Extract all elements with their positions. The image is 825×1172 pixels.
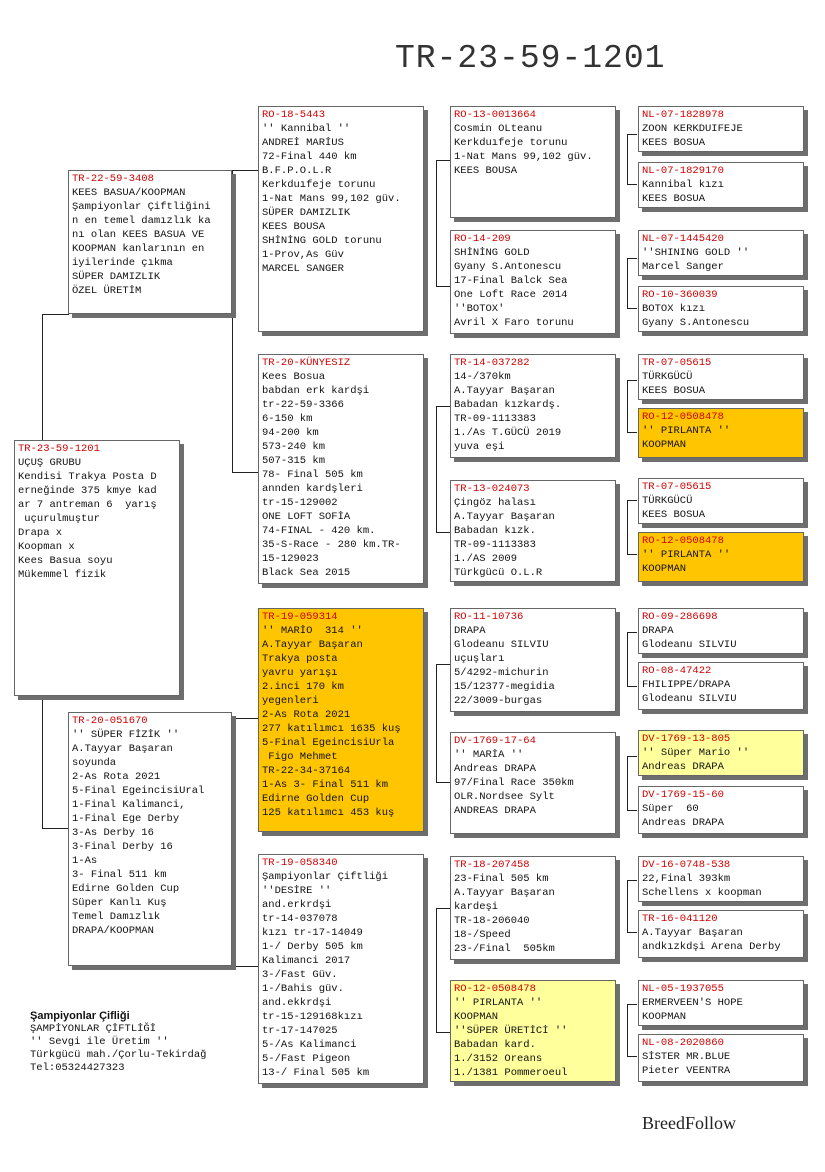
- pedigree-info-line: yavru yarışı: [262, 667, 338, 679]
- pedigree-info-line: KEES BOSUA: [642, 509, 706, 521]
- pedigree-info-line: 1-Nat Mans 99,102 güv.: [454, 151, 593, 163]
- pedigree-info-line: Koopman x: [18, 541, 75, 553]
- pedigree-info-line: soyunda: [72, 757, 117, 769]
- pedigree-info-line: Babadan kızk.: [454, 525, 536, 537]
- ring-number: DV-1769-17-64: [454, 735, 536, 747]
- pedigree-info-line: Kendisi Trakya Posta D: [18, 471, 157, 483]
- pedigree-info-line: kızı tr-17-14049: [262, 927, 363, 939]
- pedigree-info-line: Babadan kızkardş.: [454, 399, 562, 411]
- pedigree-info-line: tr-17-147025: [262, 1025, 338, 1037]
- pedigree-info-line: 15-129023: [262, 553, 319, 565]
- pedigree-info-line: A.Tayyar Başaran: [72, 743, 173, 755]
- pedigree-info-line: Şampiyonlar Çiftliği: [262, 871, 389, 883]
- ggp-box-13[interactable]: [638, 856, 804, 902]
- ring-number: RO-18-5443: [262, 109, 326, 121]
- connector: [436, 406, 437, 532]
- pedigree-info-line: SÜPER DAMIZLIK: [262, 207, 351, 219]
- pedigree-info-line: tr-15-129002: [262, 497, 338, 509]
- connector: [627, 554, 637, 555]
- pedigree-info-line: 23-Final 505 km: [454, 873, 549, 885]
- connector: [42, 314, 69, 315]
- connector: [436, 908, 437, 1032]
- pedigree-info-line: 94-200 km: [262, 427, 319, 439]
- pedigree-info-line: TR-22-34-37164: [262, 765, 351, 777]
- pedigree-info-line: 2-As Rota 2021: [262, 709, 351, 721]
- ddd-box[interactable]: [450, 980, 616, 1082]
- ring-number: RO-12-0508478: [642, 535, 724, 547]
- farm-line: ŞAMPİYONLAR ÇİFTLİĞİ: [30, 1023, 157, 1035]
- connector: [436, 160, 437, 286]
- pedigree-info-line: 78- Final 505 km: [262, 469, 363, 481]
- pedigree-info-line: 1-Final Ege Derby: [72, 813, 180, 825]
- pedigree-info-line: KOOPMAN: [642, 563, 687, 575]
- connector: [627, 258, 628, 308]
- pedigree-info-line: ''BOTOX': [454, 303, 505, 315]
- pedigree-info-line: '' Kannibal '': [262, 123, 351, 135]
- ring-number: RO-12-0508478: [642, 411, 724, 423]
- ring-number: RO-14-209: [454, 233, 511, 245]
- pedigree-info-line: Gyany S.Antonescu: [454, 261, 562, 273]
- connector: [627, 810, 637, 811]
- ggp-box-3[interactable]: [638, 230, 804, 276]
- pedigree-info-line: Gyany S.Antonescu: [642, 317, 750, 329]
- sdd-box[interactable]: [450, 480, 616, 582]
- pedigree-info-line: A.Tayyar Başaran: [454, 385, 555, 397]
- pedigree-info-line: 3- Final 511 km: [72, 869, 167, 881]
- pedigree-info-line: Drapa x: [18, 527, 63, 539]
- pedigree-info-line: tr-22-59-3366: [262, 399, 344, 411]
- pedigree-info-line: 18-/Speed: [454, 929, 511, 941]
- pedigree-info-line: 1./As T.GÜCÜ 2019: [454, 427, 562, 439]
- ggp-box-5[interactable]: [638, 354, 804, 400]
- ggp-box-9[interactable]: [638, 608, 804, 654]
- ggp-box-14[interactable]: [638, 910, 804, 958]
- ring-number: TR-20-051670: [72, 715, 148, 727]
- pedigree-info-line: '' MARİO 314 '': [262, 625, 363, 637]
- pedigree-info-line: Babadan kard.: [454, 1039, 536, 1051]
- pedigree-info-line: MARCEL SANGER: [262, 263, 344, 275]
- ggp-box-6[interactable]: [638, 408, 804, 458]
- pedigree-info-line: Kerkduıfeje torunu: [454, 137, 568, 149]
- pedigree-info-line: 22,Final 393km: [642, 873, 731, 885]
- connector: [627, 632, 637, 633]
- pedigree-info-line: yegenleri: [262, 695, 319, 707]
- pedigree-info-line: KEES BOUSA: [262, 221, 326, 233]
- connector: [232, 472, 258, 473]
- pedigree-info-line: 5-Final EgeincisiUral: [72, 785, 205, 797]
- connector: [627, 932, 637, 933]
- pedigree-info-line: '' PIRLANTA '': [454, 997, 543, 1009]
- pedigree-info-line: TÜRKGÜCÜ: [642, 371, 693, 383]
- pedigree-info-line: Süper Kanlı Kuş: [72, 897, 167, 909]
- pedigree-info-line: Şampiyonlar Çiftliğini: [72, 201, 211, 213]
- pedigree-info-line: 23-/Final 505km: [454, 943, 555, 955]
- pedigree-info-line: 1./AS 2009: [454, 553, 518, 565]
- pedigree-info-line: OLR.Nordsee Sylt: [454, 791, 555, 803]
- pedigree-info-line: uçuşları: [454, 653, 505, 665]
- pedigree-info-line: SİSTER MR.BLUE: [642, 1051, 731, 1063]
- pedigree-info-line: 2.inci 170 km: [262, 681, 344, 693]
- pedigree-info-line: 5-/Fast Pigeon: [262, 1053, 351, 1065]
- pedigree-info-line: '' PIRLANTA '': [642, 549, 731, 561]
- pedigree-info-line: 2-As Rota 2021: [72, 771, 161, 783]
- pedigree-info-line: nı olan KEES BASUA VE: [72, 229, 205, 241]
- pedigree-info-line: Edirne Golden Cup: [72, 883, 180, 895]
- pedigree-info-line: Cosmin OLteanu: [454, 123, 543, 135]
- pedigree-info-line: Andreas DRAPA: [454, 763, 536, 775]
- ring-number: RO-10-360039: [642, 289, 718, 301]
- ggp-box-8[interactable]: [638, 532, 804, 582]
- pedigree-info-line: A.Tayyar Başaran: [454, 511, 555, 523]
- farm-line: '' Sevgi ile Üretim '': [30, 1036, 169, 1048]
- connector: [42, 828, 69, 829]
- pedigree-info-line: One Loft Race 2014: [454, 289, 568, 301]
- pedigree-info-line: uçurulmuştur: [18, 513, 100, 525]
- ring-number: TR-14-037282: [454, 357, 530, 369]
- ring-number: TR-23-59-1201: [18, 443, 100, 455]
- pedigree-info-line: 35-S-Race - 280 km.TR-: [262, 539, 401, 551]
- pedigree-info-line: Glodeanu SILVIU: [642, 639, 737, 651]
- sire-dam-box[interactable]: [258, 354, 424, 584]
- pedigree-info-line: DRAPA: [642, 625, 674, 637]
- ring-number: DV-16-0748-538: [642, 859, 731, 871]
- sss-box[interactable]: [450, 106, 616, 218]
- farm-phone: Tel:05324427323: [30, 1062, 125, 1074]
- ring-number: TR-20-KÜNYESIZ: [262, 357, 351, 369]
- pedigree-info-line: 5/4292-michurin: [454, 667, 549, 679]
- pedigree-info-line: kardeşi: [454, 901, 499, 913]
- pedigree-info-line: 125 katılımcı 453 kuş: [262, 807, 395, 819]
- pedigree-info-line: tr-14-037078: [262, 913, 338, 925]
- dss-box[interactable]: [450, 608, 616, 712]
- farm-info: [30, 1010, 206, 1075]
- pedigree-info-line: 22/3009-burgas: [454, 695, 543, 707]
- ring-number: TR-07-05615: [642, 357, 712, 369]
- pedigree-info-line: 1-Final Kalimanci,: [72, 799, 186, 811]
- ring-number: TR-22-59-3408: [72, 173, 154, 185]
- pedigree-info-line: ÖZEL ÜRETİM: [72, 285, 142, 297]
- pedigree-info-line: erneğinde 375 kmye kad: [18, 485, 157, 497]
- pedigree-info-line: Kees Bosua: [262, 371, 326, 383]
- ring-number: RO-13-0013664: [454, 109, 536, 121]
- pedigree-info-line: ''SÜPER ÜRETİCİ '': [454, 1025, 568, 1037]
- pedigree-info-line: 5-/As Kalimanci: [262, 1039, 357, 1051]
- ggp-box-1[interactable]: [638, 106, 804, 152]
- connector: [232, 170, 258, 171]
- ring-number: RO-08-47422: [642, 665, 712, 677]
- page-title: TR-23-59-1201: [395, 40, 666, 77]
- pedigree-info-line: yuva eşi: [454, 441, 505, 453]
- pedigree-info-line: A.Tayyar Başaran: [262, 639, 363, 651]
- pedigree-info-line: andkızkdşi Arena Derby: [642, 941, 781, 953]
- pedigree-info-line: 3-As Derby 16: [72, 827, 154, 839]
- pedigree-info-line: Mükemmel fizik: [18, 569, 107, 581]
- pedigree-info-line: Schellens x koopman: [642, 887, 762, 899]
- connector: [627, 756, 637, 757]
- sire-box[interactable]: [68, 170, 232, 314]
- ssd-box[interactable]: [450, 230, 616, 334]
- pedigree-info-line: ANDREAS DRAPA: [454, 805, 536, 817]
- pedigree-info-line: ERMERVEEN'S HOPE: [642, 997, 743, 1009]
- pedigree-info-line: babdan erk kardşi: [262, 385, 370, 397]
- pedigree-info-line: 17-Final Balck Sea: [454, 275, 568, 287]
- pedigree-info-line: KOOPMAN: [454, 1011, 499, 1023]
- pedigree-info-line: KEES BOSUA: [642, 137, 706, 149]
- connector: [627, 500, 628, 554]
- ring-number: NL-07-1828978: [642, 109, 724, 121]
- pedigree-info-line: Figo Mehmet: [262, 751, 338, 763]
- connector: [627, 632, 628, 686]
- connector: [627, 308, 637, 309]
- pedigree-info-line: 1-Nat Mans 99,102 güv.: [262, 193, 401, 205]
- ring-number: RO-09-286698: [642, 611, 718, 623]
- connector: [436, 1032, 450, 1033]
- pedigree-info-line: Andreas DRAPA: [642, 761, 724, 773]
- pedigree-info-line: KEES BOUSA: [454, 165, 518, 177]
- pedigree-info-line: n en temel damızlık ka: [72, 215, 211, 227]
- connector: [232, 718, 258, 719]
- pedigree-info-line: KEES BASUA/KOOPMAN: [72, 187, 186, 199]
- pedigree-info-line: 74-FINAL - 420 km.: [262, 525, 376, 537]
- connector: [232, 718, 233, 966]
- connector: [627, 880, 628, 932]
- pedigree-info-line: 15/12377-megidia: [454, 681, 555, 693]
- pedigree-info-line: Trakya posta: [262, 653, 338, 665]
- ggp-box-12[interactable]: [638, 786, 804, 834]
- pedigree-info-line: Kalimanci 2017: [262, 955, 351, 967]
- pedigree-info-line: Temel Damızlık: [72, 911, 161, 923]
- pedigree-info-line: UÇUŞ GRUBU: [18, 457, 82, 469]
- pedigree-info-line: '' PIRLANTA '': [642, 425, 731, 437]
- connector: [627, 756, 628, 810]
- ggp-box-11[interactable]: [638, 730, 804, 776]
- pedigree-info-line: '' Süper Mario '': [642, 747, 750, 759]
- pedigree-info-line: 1./3152 Oreans: [454, 1053, 543, 1065]
- pedigree-info-line: ''DESİRE '': [262, 885, 332, 897]
- ggp-box-10[interactable]: [638, 662, 804, 710]
- connector: [627, 1004, 637, 1005]
- pedigree-info-line: Marcel Sanger: [642, 261, 724, 273]
- connector: [436, 406, 450, 407]
- pedigree-info-line: DRAPA: [454, 625, 486, 637]
- pedigree-info-line: Türkgücü O.L.R: [454, 567, 543, 579]
- connector: [436, 664, 437, 782]
- ring-number: RO-11-10736: [454, 611, 524, 623]
- pedigree-info-line: tr-15-129168kızı: [262, 1011, 363, 1023]
- connector: [436, 160, 450, 161]
- pedigree-info-line: iyilerinde çıkma: [72, 257, 173, 269]
- pedigree-info-line: SHİNİNG GOLD torunu: [262, 235, 382, 247]
- pedigree-info-line: A.Tayyar Başaran: [454, 887, 555, 899]
- pedigree-info-line: ANDREİ MARİUS: [262, 137, 344, 149]
- subject-box[interactable]: [14, 440, 180, 696]
- pedigree-info-line: '' MARİA '': [454, 749, 524, 761]
- pedigree-info-line: Glodeanu SILVIU: [454, 639, 549, 651]
- dsd-box[interactable]: [450, 732, 616, 834]
- dam-sire-box[interactable]: [258, 608, 424, 832]
- farm-name: Şampiyonlar Çifliği: [30, 1010, 130, 1022]
- pedigree-info-line: 13-/ Final 505 km: [262, 1067, 370, 1079]
- ring-number: NL-07-1829170: [642, 165, 724, 177]
- connector: [436, 664, 450, 665]
- ggp-box-2[interactable]: [638, 162, 804, 208]
- connector: [627, 1056, 637, 1057]
- sire-sire-box[interactable]: [258, 106, 424, 332]
- connector: [627, 880, 637, 881]
- pedigree-info-line: 3-/Fast Güv.: [262, 969, 338, 981]
- pedigree-info-line: BOTOX kızı: [642, 303, 706, 315]
- pedigree-info-line: 1-/ Derby 505 km: [262, 941, 363, 953]
- pedigree-info-line: KEES BOSUA: [642, 193, 706, 205]
- connector: [627, 380, 637, 381]
- ring-number: TR-07-05615: [642, 481, 712, 493]
- pedigree-info-line: ZOON KERKDUIFEJE: [642, 123, 743, 135]
- pedigree-info-line: 573-240 km: [262, 441, 326, 453]
- pedigree-info-line: 1-/Bahis güv.: [262, 983, 344, 995]
- pedigree-info-line: ''SHINING GOLD '': [642, 247, 750, 259]
- connector: [436, 532, 450, 533]
- sds-box[interactable]: [450, 354, 616, 458]
- pedigree-info-line: 1-As 3- Final 511 km: [262, 779, 389, 791]
- pedigree-info-line: Süper 60: [642, 803, 699, 815]
- pedigree-info-line: Edirne Golden Cup: [262, 793, 370, 805]
- breedfollow-logo: BreedFollow: [642, 1113, 736, 1133]
- pedigree-info-line: Pieter VEENTRA: [642, 1065, 731, 1077]
- pedigree-info-line: Glodeanu SILVIU: [642, 693, 737, 705]
- pedigree-info-line: 3-Final Derby 16: [72, 841, 173, 853]
- ring-number: NL-08-2020860: [642, 1037, 724, 1049]
- pedigree-info-line: 277 katılımcı 1635 kuş: [262, 723, 401, 735]
- pedigree-info-line: Avril X Faro torunu: [454, 317, 574, 329]
- pedigree-info-line: 5-Final EgeincisiUrla: [262, 737, 395, 749]
- pedigree-info-line: KOOPMAN: [642, 439, 687, 451]
- farm-line: Türkgücü mah./Çorlu-Tekirdağ: [30, 1049, 207, 1061]
- ggp-box-15[interactable]: [638, 980, 804, 1026]
- dds-box[interactable]: [450, 856, 616, 960]
- pedigree-info-line: 1./1381 Pommeroeul: [454, 1067, 568, 1079]
- ring-number: NL-07-1445420: [642, 233, 724, 245]
- connector: [436, 286, 450, 287]
- ring-number: TR-19-059314: [262, 611, 338, 623]
- dam-dam-box[interactable]: [258, 854, 424, 1084]
- pedigree-info-line: 1-As: [72, 855, 98, 867]
- connector: [627, 134, 628, 184]
- ring-number: TR-18-207458: [454, 859, 530, 871]
- ring-number: TR-13-024073: [454, 483, 530, 495]
- pedigree-info-line: ar 7 antreman 6 yarış: [18, 499, 157, 511]
- pedigree-info-line: TR-18-206040: [454, 915, 530, 927]
- pedigree-info-line: 97/Final Race 350km: [454, 777, 574, 789]
- pedigree-info-line: Black Sea 2015: [262, 567, 351, 579]
- connector: [232, 966, 258, 967]
- pedigree-info-line: DRAPA/KOOPMAN: [72, 925, 154, 937]
- pedigree-info-line: B.F.P.O.L.R: [262, 165, 332, 177]
- pedigree-info-line: KOOPMAN kanlarının en: [72, 243, 205, 255]
- ggp-box-7[interactable]: [638, 478, 804, 524]
- pedigree-info-line: TR-09-1113383: [454, 413, 536, 425]
- connector: [627, 1004, 628, 1056]
- pedigree-info-line: '' SÜPER FİZİK '': [72, 729, 180, 741]
- pedigree-info-line: 507-315 km: [262, 455, 326, 467]
- ring-number: TR-16-041120: [642, 913, 718, 925]
- pedigree-info-line: TR-09-1113383: [454, 539, 536, 551]
- ring-number: DV-1769-15-60: [642, 789, 724, 801]
- connector: [436, 782, 450, 783]
- ring-number: DV-1769-13-805: [642, 733, 731, 745]
- ggp-box-16[interactable]: [638, 1034, 804, 1082]
- pedigree-info-line: Kerkduıfeje torunu: [262, 179, 376, 191]
- ring-number: NL-05-1937055: [642, 983, 724, 995]
- pedigree-info-line: Kannibal kızı: [642, 179, 724, 191]
- pedigree-info-line: 72-Final 440 km: [262, 151, 357, 163]
- pedigree-info-line: annden kardşleri: [262, 483, 363, 495]
- ggp-box-4[interactable]: [638, 286, 804, 332]
- pedigree-info-line: Andreas DRAPA: [642, 817, 724, 829]
- connector: [627, 380, 628, 432]
- dam-box[interactable]: [68, 712, 232, 966]
- pedigree-info-line: Çingöz halası: [454, 497, 536, 509]
- ring-number: RO-12-0508478: [454, 983, 536, 995]
- connector: [627, 500, 637, 501]
- connector: [436, 908, 450, 909]
- pedigree-info-line: KEES BOSUA: [642, 385, 706, 397]
- pedigree-info-line: A.Tayyar Başaran: [642, 927, 743, 939]
- connector: [627, 258, 637, 259]
- pedigree-info-line: SÜPER DAMIZLIK: [72, 271, 161, 283]
- ring-number: TR-19-058340: [262, 857, 338, 869]
- pedigree-info-line: 6-150 km: [262, 413, 313, 425]
- connector: [627, 432, 637, 433]
- pedigree-info-line: SHİNİNG GOLD: [454, 247, 530, 259]
- pedigree-info-line: 1-Prov,As Güv: [262, 249, 344, 261]
- connector: [232, 170, 233, 472]
- pedigree-info-line: ONE LOFT SOFİA: [262, 511, 351, 523]
- connector: [627, 686, 637, 687]
- pedigree-info-line: and.ekkrdşi: [262, 997, 332, 1009]
- pedigree-info-line: FHILIPPE/DRAPA: [642, 679, 731, 691]
- pedigree-info-line: Kees Basua soyu: [18, 555, 113, 567]
- pedigree-info-line: KOOPMAN: [642, 1011, 687, 1023]
- pedigree-info-line: 14-/370km: [454, 371, 511, 383]
- connector: [627, 134, 637, 135]
- connector: [627, 184, 637, 185]
- pedigree-info-line: and.erkrdşi: [262, 899, 332, 911]
- pedigree-info-line: TÜRKGÜCÜ: [642, 495, 693, 507]
